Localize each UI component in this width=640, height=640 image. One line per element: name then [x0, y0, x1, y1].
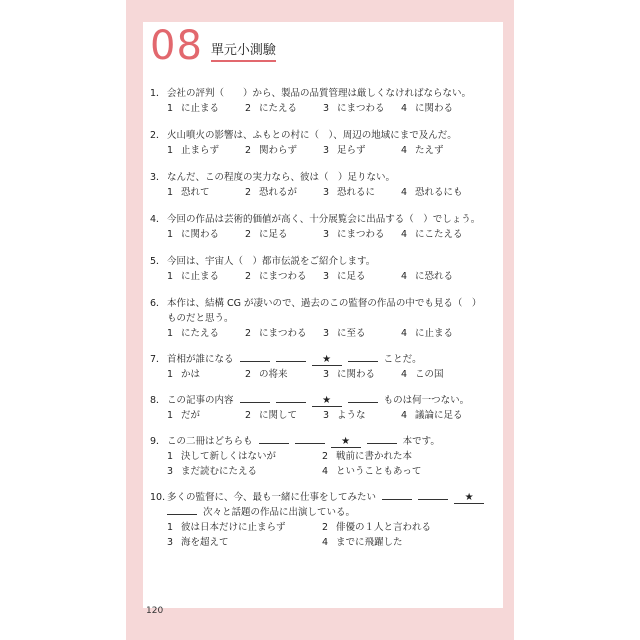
lesson-title: 單元小測驗: [211, 39, 276, 62]
option-3[interactable]: 3 に至る: [323, 328, 366, 339]
option-4[interactable]: 4 にこたえる: [401, 229, 463, 240]
answer-blank[interactable]: [295, 434, 325, 444]
question-text-end: ことだ。: [383, 354, 422, 365]
option-2[interactable]: 2 にたえる: [245, 103, 298, 114]
answer-blank[interactable]: [418, 490, 448, 500]
answer-blank[interactable]: [240, 393, 270, 403]
question-text-continued: 次々と話題の作品に出演している。: [203, 507, 356, 518]
question-4: [150, 212, 495, 242]
question-6: [150, 296, 495, 341]
option-3[interactable]: 3 に関わる: [323, 369, 376, 380]
question-number: 6．: [150, 298, 166, 309]
question-2: [150, 128, 495, 158]
question-9: [150, 434, 495, 479]
question-number: 3．: [150, 172, 166, 183]
option-3[interactable]: 3 にまつわる: [323, 229, 385, 240]
option-1[interactable]: 1 止まらず: [167, 145, 220, 156]
question-list: [150, 86, 495, 550]
option-3[interactable]: 3 ような: [323, 410, 366, 421]
question-1: [150, 86, 495, 116]
option-2[interactable]: 2 の将来: [245, 369, 288, 380]
question-text: 今回は、宇宙人（ ）都市伝説をご紹介します。: [167, 256, 376, 267]
option-1[interactable]: 1 に止まる: [167, 103, 220, 114]
question-number: 1．: [150, 88, 166, 99]
option-2[interactable]: 2 関わらず: [245, 145, 298, 156]
option-2[interactable]: 2 戦前に書かれた本: [322, 451, 413, 462]
answer-blank[interactable]: [348, 352, 378, 362]
question-number: 7．: [150, 354, 166, 365]
question-3: [150, 170, 495, 200]
lesson-header: [150, 23, 276, 69]
option-4[interactable]: 4 たえず: [401, 145, 444, 156]
option-3[interactable]: 3 にまつわる: [323, 103, 385, 114]
option-2[interactable]: 2 恐れるが: [245, 187, 298, 198]
answer-blank[interactable]: [367, 434, 397, 444]
star-answer-blank[interactable]: ★: [312, 396, 342, 407]
star-answer-blank[interactable]: ★: [331, 437, 361, 448]
option-1[interactable]: 1 かは: [167, 369, 201, 380]
question-10: [150, 490, 495, 550]
page-number: 120: [146, 606, 164, 616]
option-3[interactable]: 3 に足る: [323, 271, 366, 282]
question-number: 4．: [150, 214, 166, 225]
question-number: 10．: [150, 492, 172, 503]
question-text-continued: ものだと思う。: [167, 313, 234, 324]
question-text-end: ものは何一つない。: [383, 395, 470, 406]
question-number: 9．: [150, 436, 166, 447]
answer-blank[interactable]: [240, 352, 270, 362]
option-4[interactable]: 4 に関わる: [401, 103, 454, 114]
option-1[interactable]: 1 恐れて: [167, 187, 210, 198]
answer-blank[interactable]: [276, 352, 306, 362]
star-answer-blank[interactable]: ★: [454, 493, 484, 504]
option-2[interactable]: 2 にまつわる: [245, 271, 307, 282]
answer-blank[interactable]: [276, 393, 306, 403]
option-1[interactable]: 1 彼は日本だけに止まらず: [167, 522, 286, 533]
answer-blank[interactable]: [382, 490, 412, 500]
option-2[interactable]: 2 に関して: [245, 410, 298, 421]
option-2[interactable]: 2 にまつわる: [245, 328, 307, 339]
question-number: 5．: [150, 256, 166, 267]
option-3[interactable]: 3 まだ読むにたえる: [167, 466, 258, 477]
answer-blank[interactable]: [167, 505, 197, 515]
question-text-end: 本です。: [402, 436, 440, 447]
lesson-number: 08: [150, 23, 203, 69]
question-text: この二冊はどちらも: [167, 436, 253, 447]
question-text: この記事の内容: [167, 395, 234, 406]
option-4[interactable]: 4 この国: [401, 369, 444, 380]
option-3[interactable]: 3 恐れるに: [323, 187, 376, 198]
option-4[interactable]: 4 に恐れる: [401, 271, 454, 282]
answer-blank[interactable]: [348, 393, 378, 403]
option-4[interactable]: 4 恐れるにも: [401, 187, 463, 198]
option-3[interactable]: 3 海を超えて: [167, 537, 229, 548]
question-text: 会社の評判（ ）から、製品の品質管理は厳しくなければならない。: [167, 88, 472, 99]
option-4[interactable]: 4 までに飛躍した: [322, 537, 403, 548]
question-text: 本作は、結構 CG が凄いので、過去のこの監督の作品の中でも見る（ ）: [167, 298, 482, 309]
option-1[interactable]: 1 に関わる: [167, 229, 220, 240]
question-number: 8．: [150, 395, 166, 406]
option-1[interactable]: 1 にたえる: [167, 328, 220, 339]
question-text: 火山噴火の影響は、ふもとの村に（ ）、周辺の地域にまで及んだ。: [167, 130, 457, 141]
star-answer-blank[interactable]: ★: [312, 355, 342, 366]
question-5: [150, 254, 495, 284]
option-1[interactable]: 1 決して新しくはないが: [167, 451, 277, 462]
option-2[interactable]: 2 に足る: [245, 229, 288, 240]
question-text: 多くの監督に、今、最も一緒に仕事をしてみたい: [167, 492, 377, 503]
question-8: [150, 393, 495, 423]
question-7: [150, 352, 495, 382]
option-1[interactable]: 1 だが: [167, 410, 201, 421]
option-3[interactable]: 3 足らず: [323, 145, 366, 156]
option-4[interactable]: 4 ということもあって: [322, 466, 422, 477]
question-text: 首相が誰になる: [167, 354, 234, 365]
option-4[interactable]: 4 に止まる: [401, 328, 454, 339]
question-text: 今回の作品は芸術的価値が高く、十分展覧会に出品する（ ）でしょう。: [167, 214, 481, 225]
option-1[interactable]: 1 に止まる: [167, 271, 220, 282]
option-4[interactable]: 4 議論に足る: [401, 410, 463, 421]
answer-blank[interactable]: [259, 434, 289, 444]
option-2[interactable]: 2 俳優の１人と言われる: [322, 522, 432, 533]
question-number: 2．: [150, 130, 166, 141]
question-text: なんだ、この程度の実力なら、彼は（ ）足りない。: [167, 172, 396, 183]
